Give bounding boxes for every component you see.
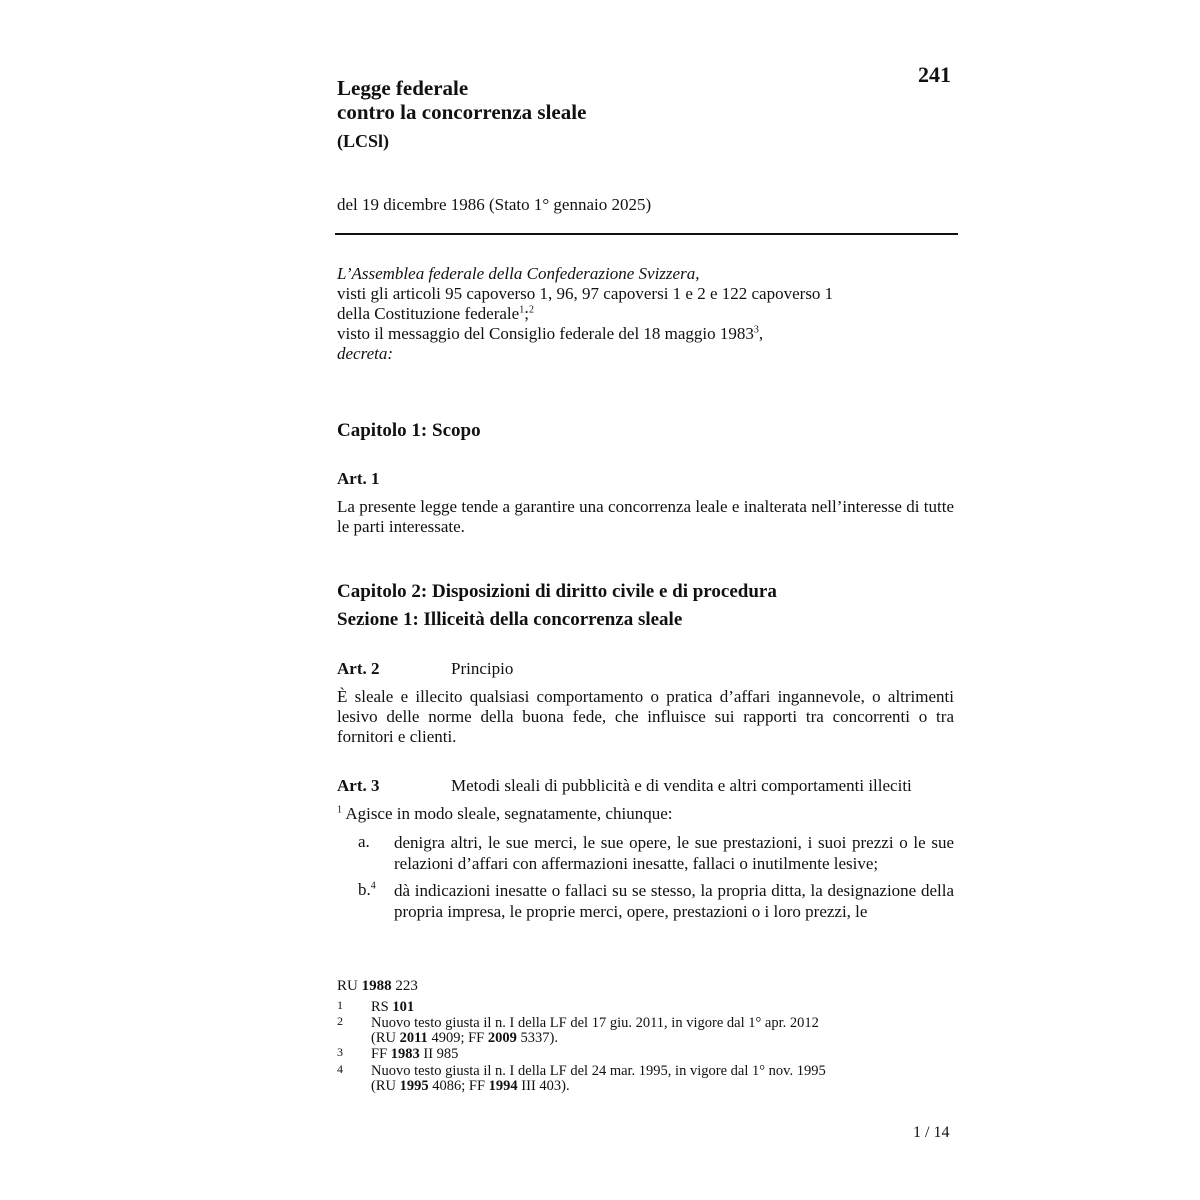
item-b-label: b.$^4$ [358, 880, 376, 899]
footnote-ref-1[interactable]: 1 [519, 304, 525, 316]
law-date: del 19 dicembre 1986 (Stato 1° gennaio 2025) [337, 195, 652, 214]
art-2-text: È sleale e illecito qualsiasi comportamento o pratica d’affari ingannevole, o altrimenti lesivo delle norme della buona fede, che influisce sui rapporti tra concorrenti o tra fornitori e clienti. [337, 687, 954, 746]
footnote-ref-2[interactable]: 2 [528, 304, 534, 316]
preamble-line-4: visto il messaggio del Consiglio federale del 18 maggio 1983$^3$, [337, 324, 764, 343]
footnote-ref-4[interactable]: 4 [370, 880, 376, 892]
footnote-4-number: 4 [337, 1062, 343, 1076]
art-3-label: Art. 3 [337, 776, 380, 795]
law-abbreviation: (LCSl) [337, 131, 390, 151]
item-a-label: a. [358, 832, 370, 851]
art-2-title: Principio [451, 659, 514, 678]
preamble [337, 264, 937, 364]
title-line-2: contro la concorrenza sleale [337, 100, 587, 124]
art-1-label: Art. 1 [337, 469, 380, 488]
preamble-line-2: visti gli articoli 95 capoverso 1, 96, 97 capoversi 1 e 2 e 122 capoverso 1 [337, 284, 834, 303]
art-1-text: La presente legge tende a garantire una concorrenza leale e inalterata nell’interesse di tutte le parti interessate. [337, 497, 954, 536]
art-3-title: Metodi sleali di pubblicità e di vendita e altri comportamenti illeciti [451, 776, 912, 795]
section-1-heading: Sezione 1: Illiceità della concorrenza sleale [337, 609, 683, 630]
footnote-ref-3[interactable]: 3 [753, 324, 759, 336]
sr-number: 241 [918, 62, 951, 87]
ru-reference: RU 1988 223 [337, 978, 418, 994]
title-line-1: Legge federale [337, 76, 469, 100]
footnote-1-text: RS 101 [371, 999, 415, 1015]
header-divider [335, 233, 958, 235]
item-a-text: denigra altri, le sue merci, le sue opere, le sue prestazioni, i suoi prezzi o le sue relazioni d’affari con affermazioni inesatte, fallaci o inutilmente lesive; [394, 833, 954, 873]
art-3-intro: $^1$ Agisce in modo sleale, segnatamente, chiunque: [337, 804, 673, 823]
chapter-1-heading: Capitolo 1: Scopo [337, 420, 481, 441]
item-b-text: dà indicazioni inesatte o fallaci su se stesso, la propria ditta, la designazione della propria impresa, le proprie merci, opere, prestazioni o i loro prezzi, le [394, 881, 954, 921]
footnote-1-number: 1 [337, 998, 343, 1012]
preamble-line-3: della Costituzione federale$^1$;$^2$ [337, 304, 534, 323]
footnote-2-text: Nuovo testo giusta il n. I della LF del 17 giu. 2011, in vigore dal 1° apr. 2012 (RU 2011 4909; FF 2009 5337). [371, 1015, 819, 1046]
footnote-4-text: Nuovo testo giusta il n. I della LF del 24 mar. 1995, in vigore dal 1° nov. 1995 (RU 1995 4086; FF 1994 III 403). [371, 1063, 826, 1094]
preamble-decreta: decreta: [337, 344, 394, 363]
document-title [337, 76, 586, 124]
footnote-3-number: 3 [337, 1045, 343, 1059]
page-number: 1 / 14 [913, 1124, 950, 1141]
art-2-label: Art. 2 [337, 659, 380, 678]
paragraph-number: 1 [337, 804, 342, 816]
footnote-3-text: FF 1983 II 985 [371, 1046, 459, 1062]
chapter-2-heading: Capitolo 2: Disposizioni di diritto civile e di procedura [337, 581, 777, 602]
preamble-line-1: L’Assemblea federale della Confederazione Svizzera, [337, 264, 700, 283]
footnote-2-number: 2 [337, 1014, 343, 1028]
